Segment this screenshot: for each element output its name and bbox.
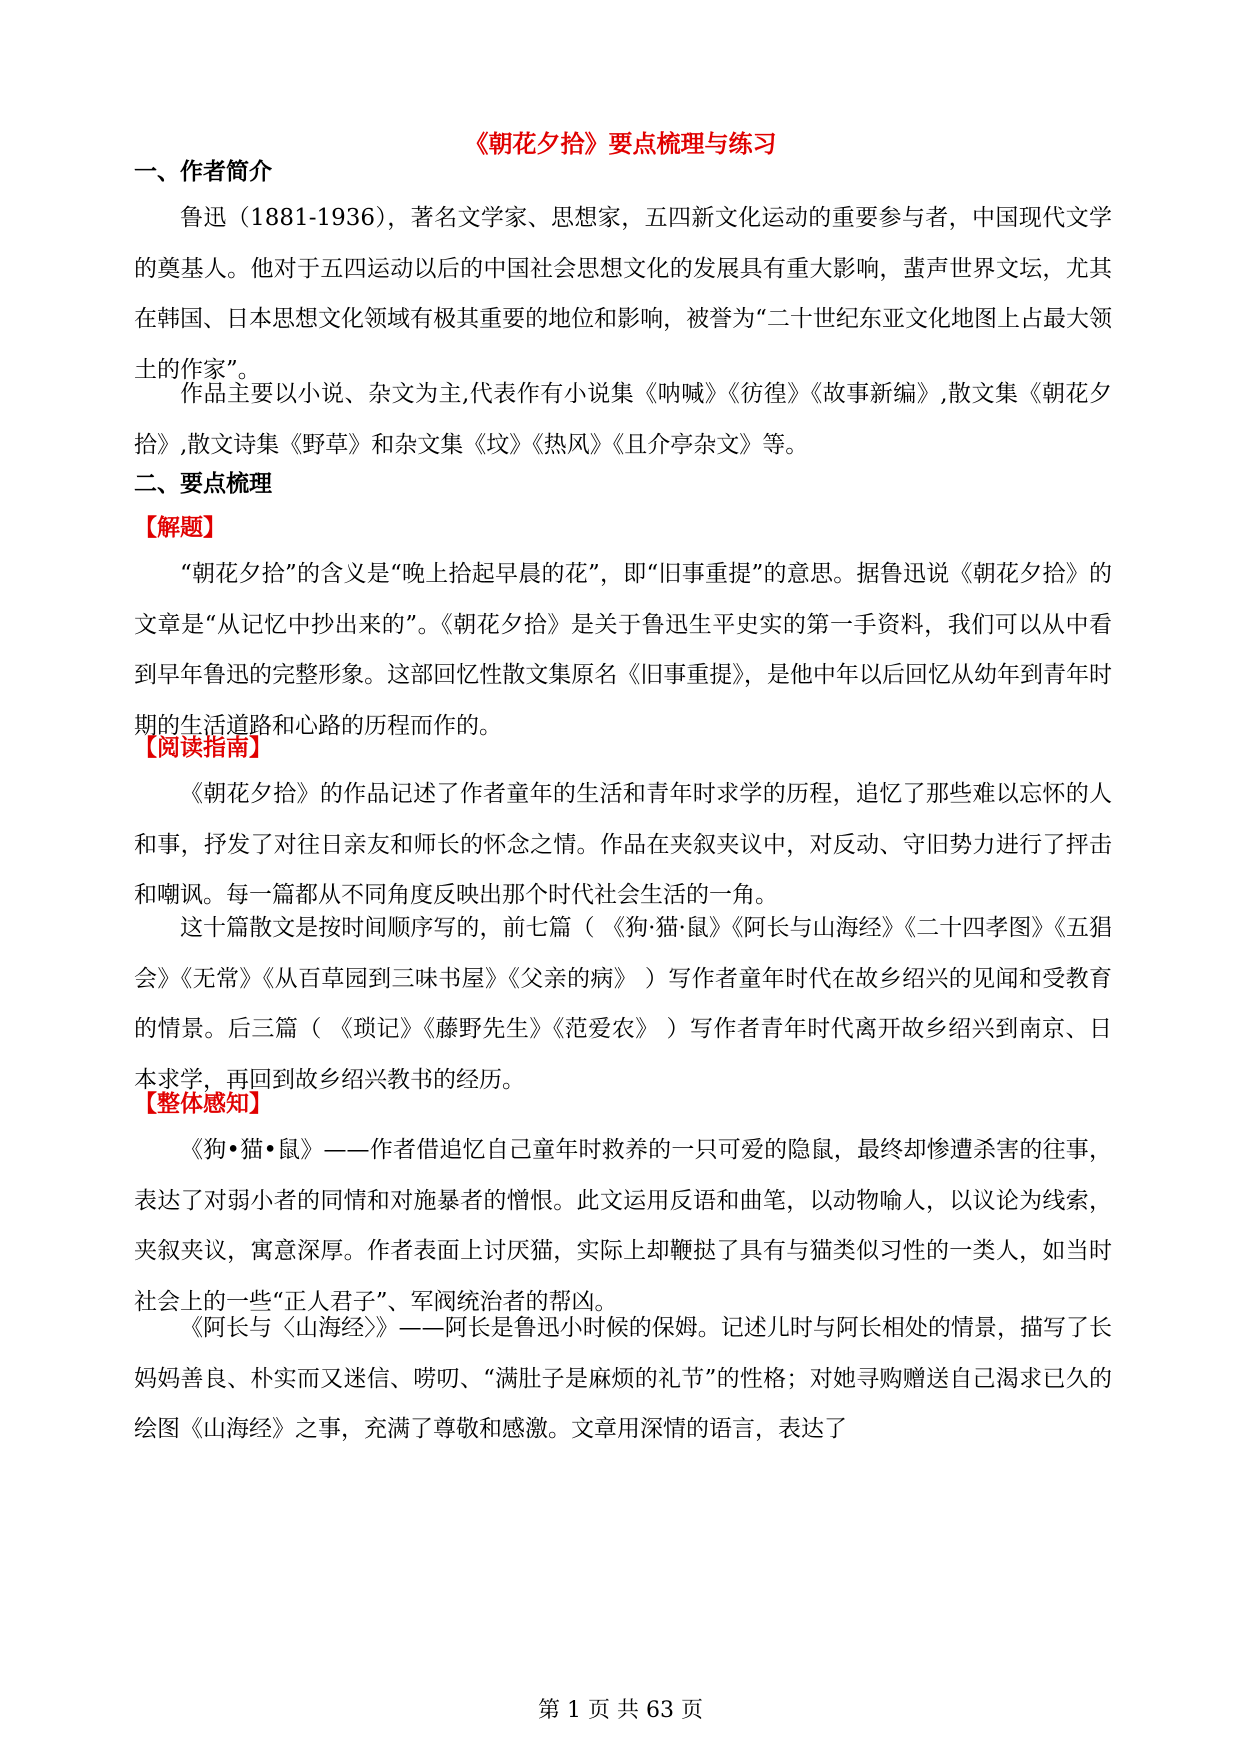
document-title: 《朝花夕拾》要点梳理与练习 [464,129,777,158]
section-heading-author: 一、作者简介 [134,158,272,185]
paragraph-ten-essays: 这十篇散文是按时间顺序写的，前七篇（ 《狗·猫·鼠》《阿长与山海经》《二十四孝图》《五猖会》《无常》《从百草园到三味书屋》《父亲的病》 ）写作者童年时代在故乡绍兴的见闻和受教育的情景。后三篇（ 《琐记》《藤野先生》《范爱农》 ）写作者青年时代离开故乡绍兴到南京、日本求学，再回到故乡绍兴教书的经历。 [134,915,1112,1093]
paragraph-author-bio: 鲁迅（1881-1936），著名文学家、思想家，五四新文化运动的重要参与者，中国现代文学的奠基人。他对于五四运动以后的中国社会思想文化的发展具有重大影响，蜚声世界文坛，尤其在韩国、日本思想文化领域有极其重要的地位和影响，被誉为“二十世纪东亚文化地图上占最大领土的作家”。 [134,205,1112,383]
paragraph-title-explanation: “朝花夕拾”的含义是“晚上拾起早晨的花”，即“旧事重提”的意思。据鲁迅说《朝花夕拾》的文章是“从记忆中抄出来的”。《朝花夕拾》是关于鲁迅生平史实的第一手资料，我们可以从中看到早年鲁迅的完整形象。这部回忆性散文集原名《旧事重提》，是他中年以后回忆从幼年到青年时期的生活道路和心路的历程而作的。 [134,561,1112,739]
paragraph-dog-cat-mouse: 《狗•猫•鼠》——作者借追忆自己童年时救养的一只可爱的隐鼠，最终却惨遭杀害的往事，表达了对弱小者的同情和对施暴者的憎恨。此文运用反语和曲笔，以动物喻人，以议论为线索，夹叙夹议，寓意深厚。作者表面上讨厌猫，实际上却鞭挞了具有与猫类似习性的一类人，如当时社会上的一些“正人君子”、军阀统治者的帮凶。 [134,1137,1112,1315]
paragraph-a-chang: 《阿长与〈山海经〉》——阿长是鲁迅小时候的保姆。记述儿时与阿长相处的情景，描写了长妈妈善良、朴实而又迷信、唠叨、“满肚子是麻烦的礼节”的性格；对她寻购赠送自己渴求已久的绘图《山海经》之事，充满了尊敬和感激。文章用深情的语言，表达了 [134,1315,1112,1442]
tag-overall-perception: 【整体感知】 [134,1090,272,1117]
paragraph-works: 作品主要以小说、杂文为主,代表作有小说集《呐喊》《彷徨》《故事新编》,散文集《朝花夕拾》,散文诗集《野草》和杂文集《坟》《热风》《且介亭杂文》等。 [134,381,1112,458]
tag-title-explanation: 【解题】 [134,514,226,541]
page-footer: 第 1 页 共 63 页 [538,1698,703,1723]
paragraph-reading-guide: 《朝花夕拾》的作品记述了作者童年的生活和青年时求学的历程，追忆了那些难以忘怀的人和事，抒发了对往日亲友和师长的怀念之情。作品在夹叙夹议中，对反动、守旧势力进行了抨击和嘲讽。每一篇都从不同角度反映出那个时代社会生活的一角。 [134,781,1112,908]
tag-reading-guide: 【阅读指南】 [134,734,272,761]
section-heading-key-points: 二、要点梳理 [134,470,272,497]
